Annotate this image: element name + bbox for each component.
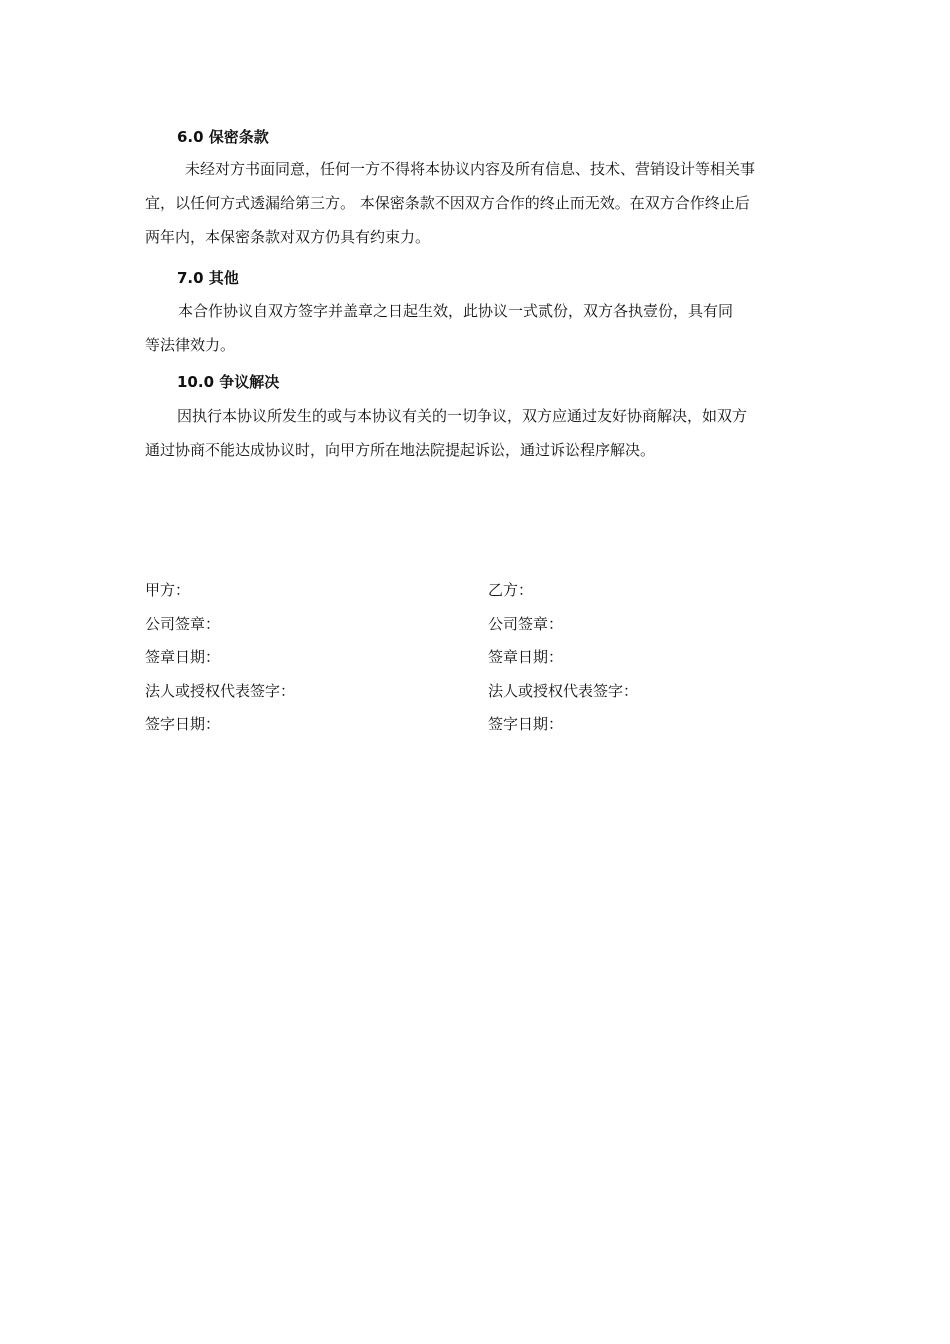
party-a-seal-date-label: 签章日期： — [145, 648, 221, 666]
party-b-representative-sign-label: 法人或授权代表签字： — [488, 681, 639, 700]
paragraph-line: 本合作协议自双方签字并盖章之日起生效，此协议一式贰份，双方各执壹份，具有同 — [178, 302, 734, 320]
paragraph-line: 通过协商不能达成协议时，向甲方所在地法院提起诉讼，通过诉讼程序解决。 — [145, 441, 656, 459]
paragraph-line: 等法律效力。 — [145, 336, 236, 354]
paragraph-line: 因执行本协议所发生的或与本协议有关的一切争议，双方应通过友好协商解决，如双方 — [177, 407, 748, 425]
party-a-representative-sign-label: 法人或授权代表签字： — [145, 681, 296, 700]
signature-block-party-a — [145, 574, 465, 742]
paragraph-line: 宜，以任何方式透漏给第三方。 本保密条款不因双方合作的终止而无效。在双方合作终止后 — [145, 194, 750, 212]
party-b-seal-label: 公司签章： — [488, 614, 564, 633]
party-b-sign-date-label: 签字日期： — [488, 715, 564, 733]
party-a-label: 甲方： — [145, 581, 191, 599]
section-heading-other: 7.0 其他 — [177, 269, 239, 287]
signature-block-party-b — [488, 574, 808, 742]
party-b-seal-date-label: 签章日期： — [488, 648, 564, 666]
party-a-seal-label: 公司签章： — [145, 614, 221, 633]
party-b-label: 乙方： — [488, 581, 534, 599]
paragraph-other — [145, 294, 807, 362]
paragraph-line: 两年内，本保密条款对双方仍具有约束力。 — [145, 228, 431, 246]
paragraph-confidentiality — [145, 152, 807, 254]
paragraph-line: 未经对方书面同意，任何一方不得将本协议内容及所有信息、技术、营销设计等相关事 — [185, 160, 756, 178]
paragraph-dispute — [145, 399, 807, 467]
section-heading-dispute: 10.0 争议解决 — [177, 373, 280, 391]
party-a-sign-date-label: 签字日期： — [145, 715, 221, 733]
section-heading-confidentiality: 6.0 保密条款 — [177, 128, 269, 146]
